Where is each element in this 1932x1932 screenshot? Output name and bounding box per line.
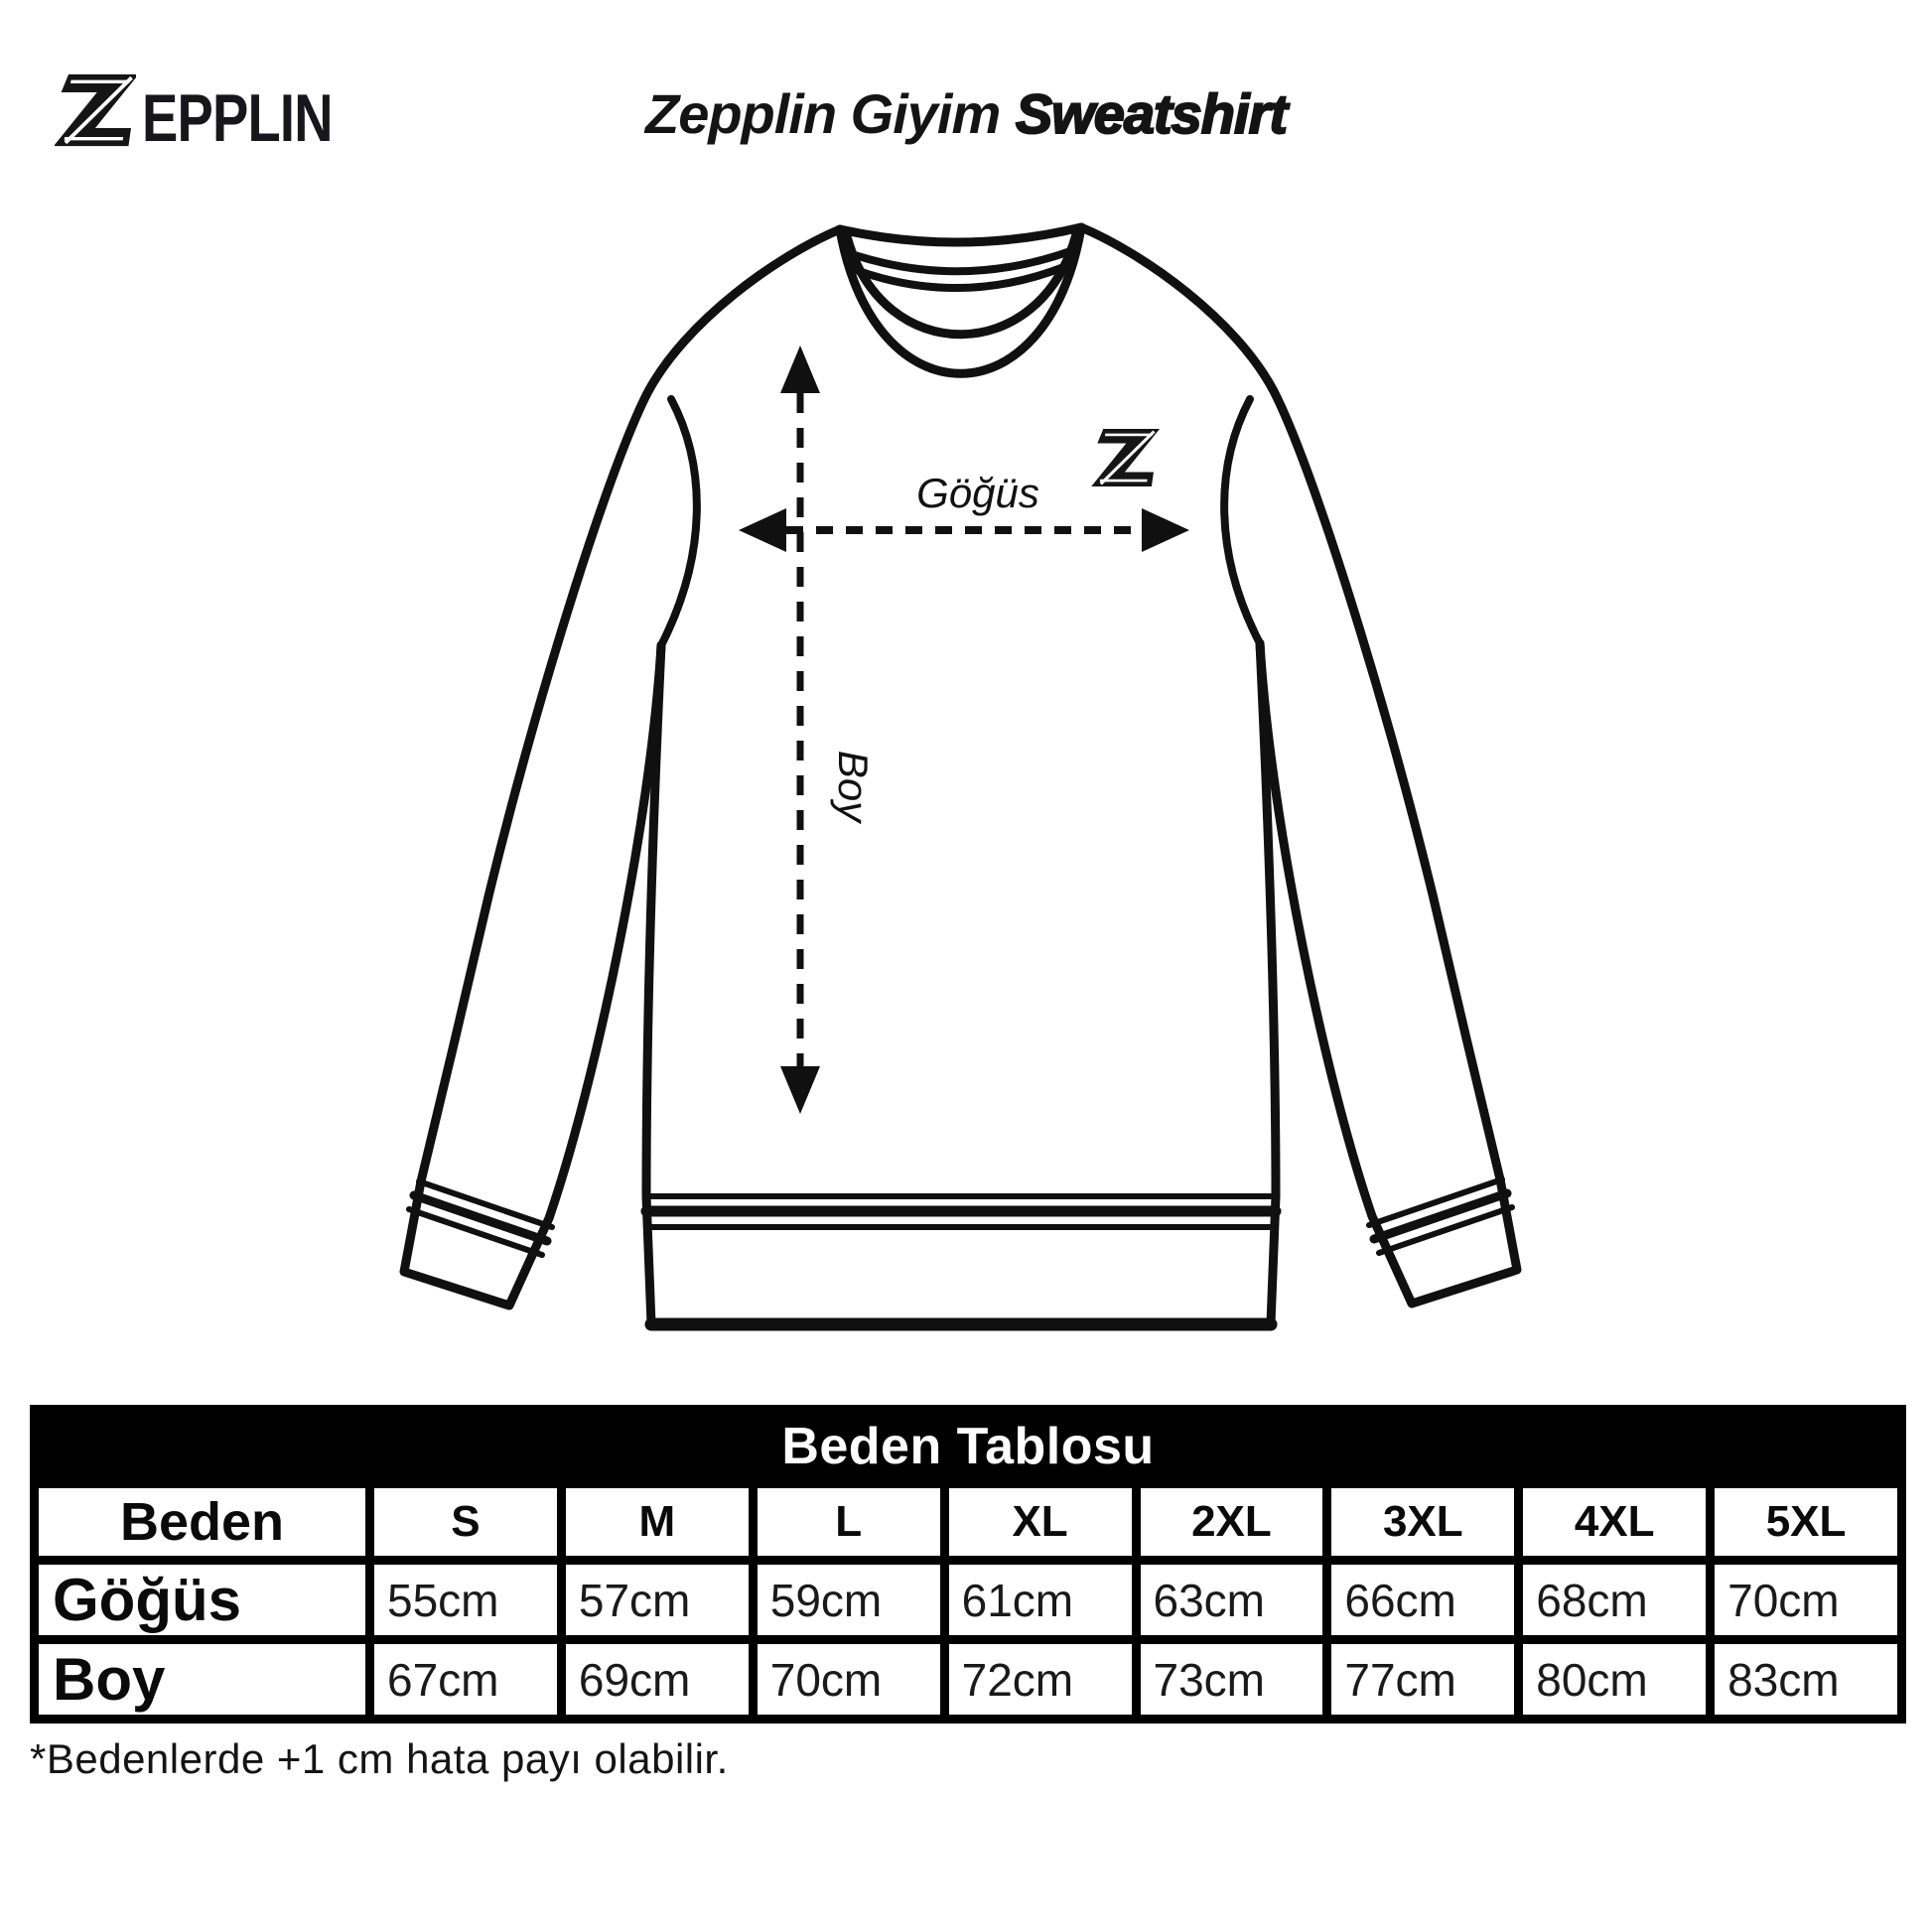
table-row-chest xyxy=(35,1561,1902,1640)
chest-value: 63cm xyxy=(1136,1561,1327,1640)
collar-top-edge xyxy=(840,227,1081,242)
col-header-size-2xl: 2XL xyxy=(1136,1484,1327,1561)
sweatshirt-diagram xyxy=(0,149,1932,1390)
length-label: Boy xyxy=(830,750,877,823)
title-brand-part: Zepplin Giyim xyxy=(644,82,1001,145)
arrow-down-head xyxy=(780,1066,820,1114)
length-value: 67cm xyxy=(370,1640,562,1720)
chest-value: 66cm xyxy=(1327,1561,1519,1640)
sweatshirt-outline xyxy=(404,227,1517,1324)
title-product-part: Sweatshirt xyxy=(1015,82,1288,145)
table-row-length xyxy=(35,1640,1902,1720)
page-title xyxy=(0,83,1932,145)
chest-value: 70cm xyxy=(1711,1561,1902,1640)
length-value: 77cm xyxy=(1327,1640,1519,1720)
length-value: 69cm xyxy=(561,1640,753,1720)
table-title: Beden Tablosu xyxy=(35,1410,1902,1484)
length-arrow xyxy=(780,345,820,1114)
chest-value: 59cm xyxy=(753,1561,944,1640)
length-value: 72cm xyxy=(944,1640,1136,1720)
left-armhole-seam xyxy=(661,399,697,645)
chest-value: 68cm xyxy=(1519,1561,1711,1640)
chest-z-logo xyxy=(1091,429,1160,486)
chest-value: 57cm xyxy=(561,1561,753,1640)
col-header-size-5xl: 5XL xyxy=(1711,1484,1902,1561)
length-value: 73cm xyxy=(1136,1640,1327,1720)
row-label-length: Boy xyxy=(35,1640,370,1720)
size-table xyxy=(30,1405,1906,1724)
left-sleeve-outline xyxy=(404,229,840,1306)
footnote: *Bedenlerde +1 cm hata payı olabilir. xyxy=(30,1735,729,1782)
brand-logo-text: EPPLIN xyxy=(142,80,333,157)
length-value: 83cm xyxy=(1711,1640,1902,1720)
arrow-up-head xyxy=(780,345,820,393)
col-header-size-3xl: 3XL xyxy=(1327,1484,1519,1561)
row-label-chest: Göğüs xyxy=(35,1561,370,1640)
table-title-row xyxy=(35,1410,1902,1484)
length-value: 80cm xyxy=(1519,1640,1711,1720)
chest-value: 55cm xyxy=(370,1561,562,1640)
collar-rib-line xyxy=(852,251,1070,271)
length-value: 70cm xyxy=(753,1640,944,1720)
right-armhole-seam xyxy=(1224,399,1260,643)
arrow-right-head xyxy=(1142,508,1189,552)
col-header-beden: Beden xyxy=(35,1484,370,1561)
col-header-size-4xl: 4XL xyxy=(1519,1484,1711,1561)
col-header-size-l: L xyxy=(753,1484,944,1561)
right-sleeve-outline xyxy=(1081,227,1517,1304)
chest-value: 61cm xyxy=(944,1561,1136,1640)
col-header-size-xl: XL xyxy=(944,1484,1136,1561)
table-header-row xyxy=(35,1484,1902,1561)
arrow-left-head xyxy=(739,508,786,552)
col-header-size-m: M xyxy=(561,1484,753,1561)
col-header-size-s: S xyxy=(370,1484,562,1561)
chest-label: Göğüs xyxy=(916,470,1039,516)
